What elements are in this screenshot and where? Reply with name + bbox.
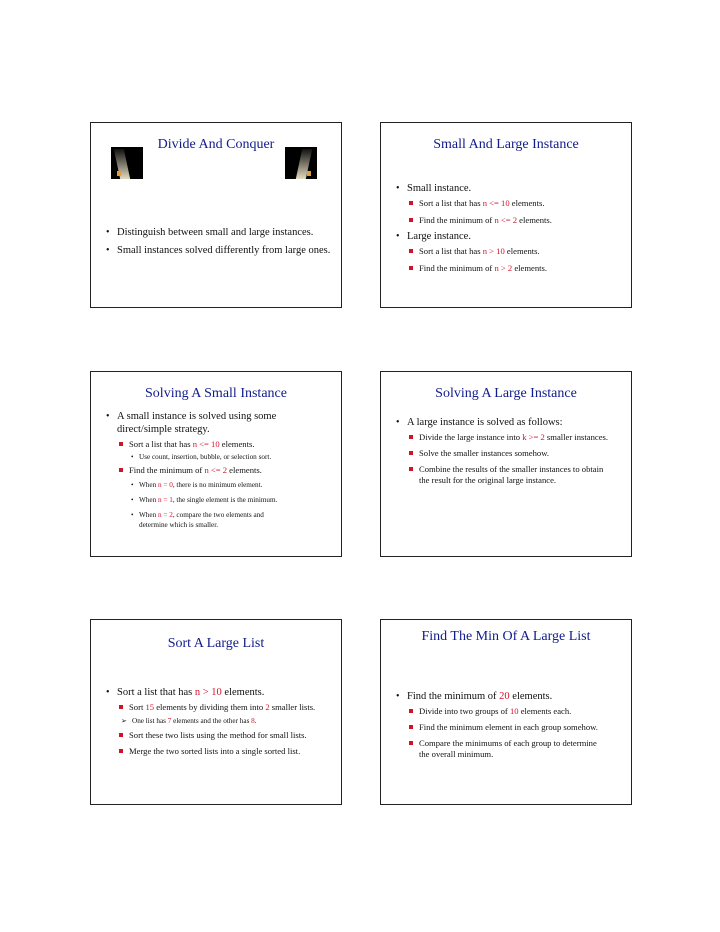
sub-sub-bullet-item: • When n = 2, compare the two elements and determine which is smaller. [131, 511, 264, 529]
sub-bullet-item: Solve the smaller instances somehow. [381, 448, 631, 459]
bullet-item: • Small instances solved differently from large ones. [106, 245, 331, 256]
slide-divide-and-conquer [90, 122, 342, 308]
sub-bullet-item: Compare the minimums of each group to determine the overall minimum. [381, 738, 631, 760]
square-bullet-icon [119, 733, 123, 737]
sub-bullet-item: Find the minimum of n <= 2 elements. [381, 215, 631, 226]
spotlight-image-left [111, 147, 143, 179]
square-bullet-icon [409, 467, 413, 471]
bullet-icon: • [106, 411, 110, 422]
slide-title: Find The Min Of A Large List [421, 629, 591, 644]
bullet-icon: • [396, 183, 400, 194]
bullet-item: • Large instance. [396, 231, 471, 242]
square-bullet-icon [409, 218, 413, 222]
square-bullet-icon [409, 709, 413, 713]
arrow-bullet-item: ➢ One list has 7 elements and the other has 8. [121, 717, 257, 725]
sub-bullet-item: Sort these two lists using the method for small lists. [91, 730, 341, 741]
square-bullet-icon [409, 725, 413, 729]
slide-small-and-large-instance [380, 122, 632, 308]
bullet-icon: • [131, 481, 134, 489]
square-bullet-icon [119, 442, 123, 446]
sub-bullet-item: Find the minimum of n > 2 elements. [381, 263, 631, 274]
sub-sub-bullet-item: • When n = 1, the single element is the minimum. [131, 496, 278, 504]
sub-bullet-item: Sort a list that has n <= 10 elements. [381, 198, 631, 209]
bullet-icon: • [131, 496, 134, 504]
sub-bullet-item: Find the minimum of n <= 2 elements. [91, 465, 341, 476]
bullet-icon: • [106, 687, 110, 698]
square-bullet-icon [119, 705, 123, 709]
slide-title: Sort A Large List [167, 636, 265, 651]
bullet-icon: • [106, 227, 110, 238]
sub-bullet-item: Find the minimum element in each group somehow. [381, 722, 631, 733]
slide-title: Divide And Conquer [157, 137, 275, 152]
sub-sub-bullet-item: • When n = 0, there is no minimum element. [131, 481, 263, 489]
sub-bullet-item: Merge the two sorted lists into a single sorted list. [91, 746, 341, 757]
spotlight-image-right [285, 147, 317, 179]
slide-solving-small-instance [90, 371, 342, 557]
bullet-item: • Distinguish between small and large instances. [106, 227, 314, 238]
bullet-item: • A small instance is solved using some direct/simple strategy. [106, 411, 277, 435]
sub-bullet-item: Combine the results of the smaller instances to obtain the result for the original large instance. [381, 464, 631, 486]
slide-find-min-large-list [380, 619, 632, 805]
bullet-icon: • [131, 511, 134, 519]
sub-bullet-item: Sort a list that has n <= 10 elements. [91, 439, 341, 450]
slide-title: Small And Large Instance [433, 137, 579, 152]
bullet-icon: • [396, 231, 400, 242]
sub-sub-bullet-item: • Use count, insertion, bubble, or selection sort. [131, 453, 272, 461]
bullet-icon: • [131, 453, 134, 461]
square-bullet-icon [409, 451, 413, 455]
bullet-icon: • [106, 245, 110, 256]
slide-sort-large-list [90, 619, 342, 805]
sub-bullet-item: Sort 15 elements by dividing them into 2 smaller lists. [91, 702, 341, 713]
square-bullet-icon [409, 741, 413, 745]
bullet-item: • Find the minimum of 20 elements. [396, 691, 553, 702]
sub-bullet-item: Divide into two groups of 10 elements each. [381, 706, 631, 717]
bullet-item: • Sort a list that has n > 10 elements. [106, 687, 265, 698]
bullet-item: • Small instance. [396, 183, 472, 194]
square-bullet-icon [409, 435, 413, 439]
square-bullet-icon [409, 249, 413, 253]
slide-solving-large-instance [380, 371, 632, 557]
sub-bullet-item: Divide the large instance into k >= 2 smaller instances. [381, 432, 631, 443]
sub-bullet-item: Sort a list that has n > 10 elements. [381, 246, 631, 257]
slide-title: Solving A Small Instance [145, 386, 287, 401]
arrow-bullet-icon: ➢ [121, 717, 127, 725]
bullet-item: • A large instance is solved as follows: [396, 417, 563, 428]
slide-title: Solving A Large Instance [435, 386, 577, 401]
square-bullet-icon [409, 201, 413, 205]
bullet-icon: • [396, 417, 400, 428]
square-bullet-icon [119, 468, 123, 472]
square-bullet-icon [119, 749, 123, 753]
square-bullet-icon [409, 266, 413, 270]
bullet-icon: • [396, 691, 400, 702]
